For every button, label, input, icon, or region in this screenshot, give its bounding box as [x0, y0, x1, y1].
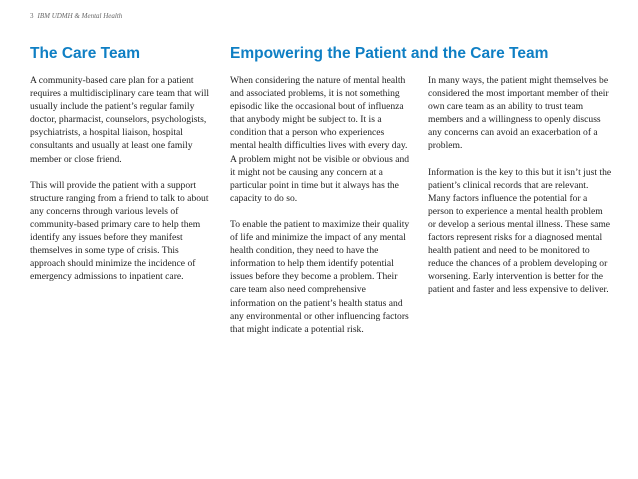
paragraph: Information is the key to this but it isn’t just the patient’s clinical records that are relevant. Many factors influence the potential for a person to experience a mental health problem or develop a serious mental illness. These same factors represent risks for a diagnosed mental health patient and need to be monitored to reduce the chances of a problem developing or worsening. Early intervention is better for the patient and faster and less expensive to deliver. [428, 166, 612, 296]
empowering-column-2 [428, 74, 613, 310]
paragraph: In many ways, the patient might themselves be considered the most important member of their own care team as an ability to trust team members and a willingness to openly discuss any concerns can avoid an exacerbation of a problem. [428, 75, 609, 152]
paragraph: A community-based care plan for a patient requires a multidisciplinary care team that will usually include the patient’s regular family doctor, pharmacist, counselors, psychologists, psychiatrists, a hospital liaison, hospital consultants and usually at least one family member or close friend. [30, 75, 210, 165]
running-title: IBM UDMH & Mental Health [37, 12, 123, 20]
paragraph: When considering the nature of mental health and associated problems, it is not something episodic like the occasional bout of influenza that anybody might be subject to. It is a condition that a person who experiences mental health difficulties lives with every day. A problem might not be visible or obvious and it might not be causing any concern at a particular point in time but it always has the capacity to do so. [230, 75, 410, 204]
care-team-column [30, 74, 215, 296]
page-header [30, 12, 122, 20]
paragraph: This will provide the patient with a support structure ranging from a friend to talk to about any concerns through various levels of community-based primary care to help them identify any issues before they manifest themselves in some type of crisis. This approach should minimize the incidence of emergency admissions to inpatient care. [30, 179, 209, 283]
empowering-column-1 [230, 74, 410, 349]
section-title-empowering: Empowering the Patient and the Care Team [230, 45, 549, 62]
section-title-care-team: The Care Team [30, 45, 140, 62]
paragraph: To enable the patient to maximize their quality of life and minimize the impact of any mental health condition, they need to have the information to help them identify potential issues before they become a problem. Their care team also need comprehensive information on the patient’s health status and any environmental or other influencing factors that might indicate a potential risk. [230, 218, 410, 335]
page-number: 3 [30, 12, 34, 20]
